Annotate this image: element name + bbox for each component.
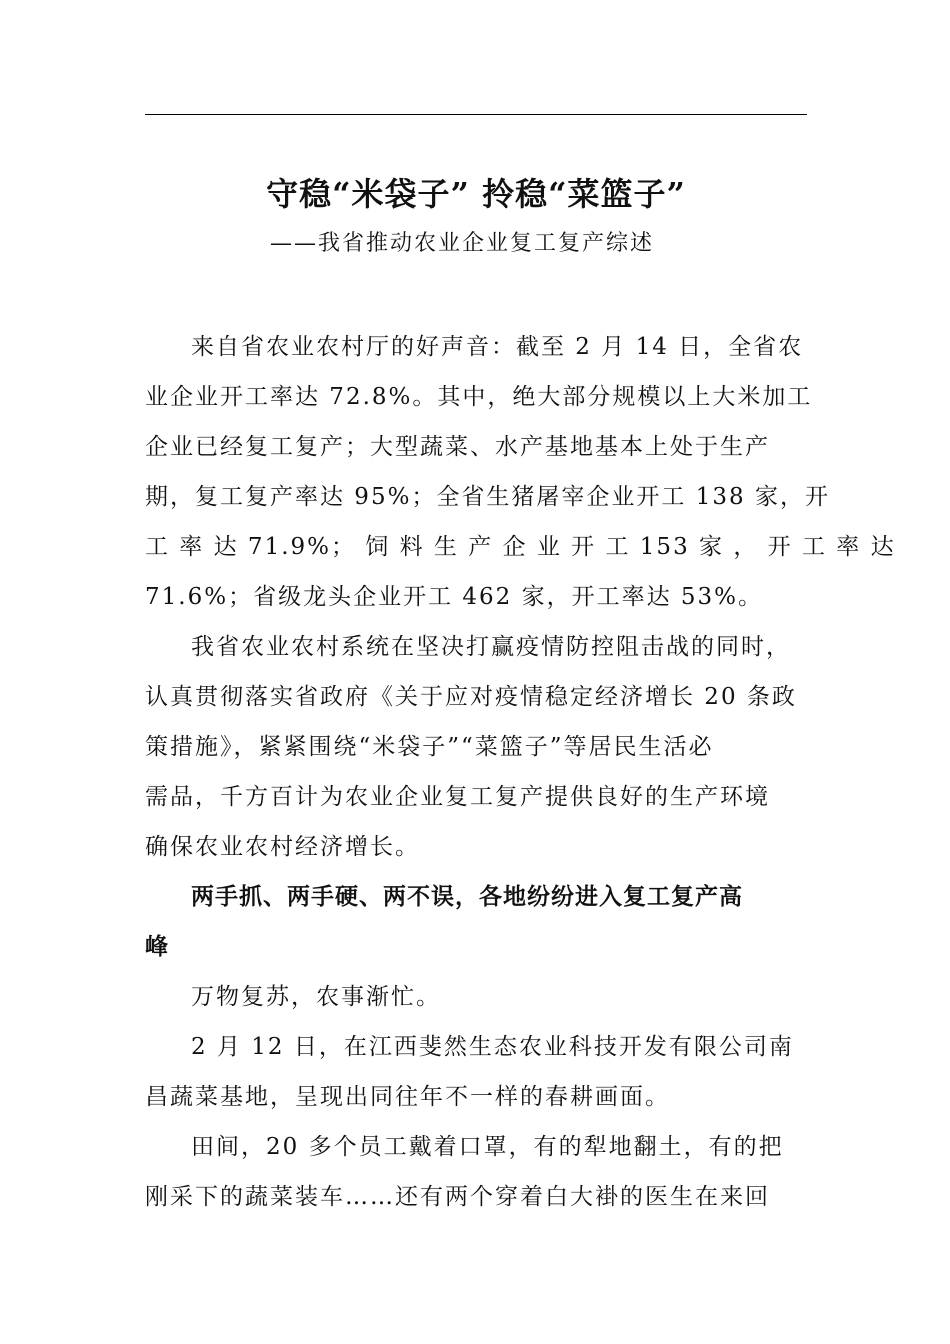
document-body	[145, 322, 896, 1222]
paragraph	[145, 972, 807, 1022]
section-heading	[145, 872, 807, 972]
text-line: 田间，20 多个员工戴着口罩，有的犁地翻土，有的把	[191, 1134, 784, 1160]
text-line: 2 月 12 日，在江西斐然生态农业科技开发有限公司南	[191, 1034, 794, 1060]
text-line: 策措施》，紧紧围绕“米袋子”“菜篮子”等居民生活必	[145, 734, 714, 760]
text-line: 刚采下的蔬菜装车……还有两个穿着白大褂的医生在来回	[145, 1184, 770, 1210]
heading-line: 峰	[145, 934, 169, 960]
text-line: 期，复工复产率达 95%；全省生猪屠宰企业开工 138 家，开	[145, 484, 830, 510]
heading-line: 两手抓、两手硬、两不误，各地纷纷进入复工复产高	[191, 884, 743, 910]
paragraph	[145, 1122, 807, 1222]
text-line: 万物复苏，农事渐忙。	[191, 984, 441, 1010]
text-line: 来自省农业农村厅的好声音：截至 2 月 14 日，全省农	[191, 334, 804, 360]
paragraph	[145, 622, 807, 872]
text-line: 昌蔬菜基地，呈现出同往年不一样的春耕画面。	[145, 1084, 670, 1110]
text-line: 认真贯彻落实省政府《关于应对疫情稳定经济增长 20 条政	[145, 684, 797, 710]
text-line: 需品，千方百计为农业企业复工复产提供良好的生产环境	[145, 784, 770, 810]
header-rule	[145, 114, 807, 115]
text-line: 71.6%；省级龙头企业开工 462 家，开工率达 53%。	[145, 584, 764, 610]
paragraph	[145, 1022, 807, 1122]
document-subtitle: ——我省推动农业企业复工复产综述	[270, 231, 655, 256]
text-line: 工 率 达 71.9%； 饲 料 生 产 企 业 开 工 153 家 ， 开 工 率 达	[145, 534, 896, 560]
text-line: 业企业开工率达 72.8%。其中，绝大部分规模以上大米加工	[145, 384, 813, 410]
paragraph	[145, 322, 896, 622]
text-line: 我省农业农村系统在坚决打赢疫情防控阻击战的同时，	[191, 634, 791, 660]
document-title: 守稳“米袋子” 拎稳“菜篮子”	[266, 175, 686, 213]
text-line: 确保农业农村经济增长。	[145, 834, 420, 860]
text-line: 企业已经复工复产；大型蔬菜、水产基地基本上处于生产	[145, 434, 770, 460]
